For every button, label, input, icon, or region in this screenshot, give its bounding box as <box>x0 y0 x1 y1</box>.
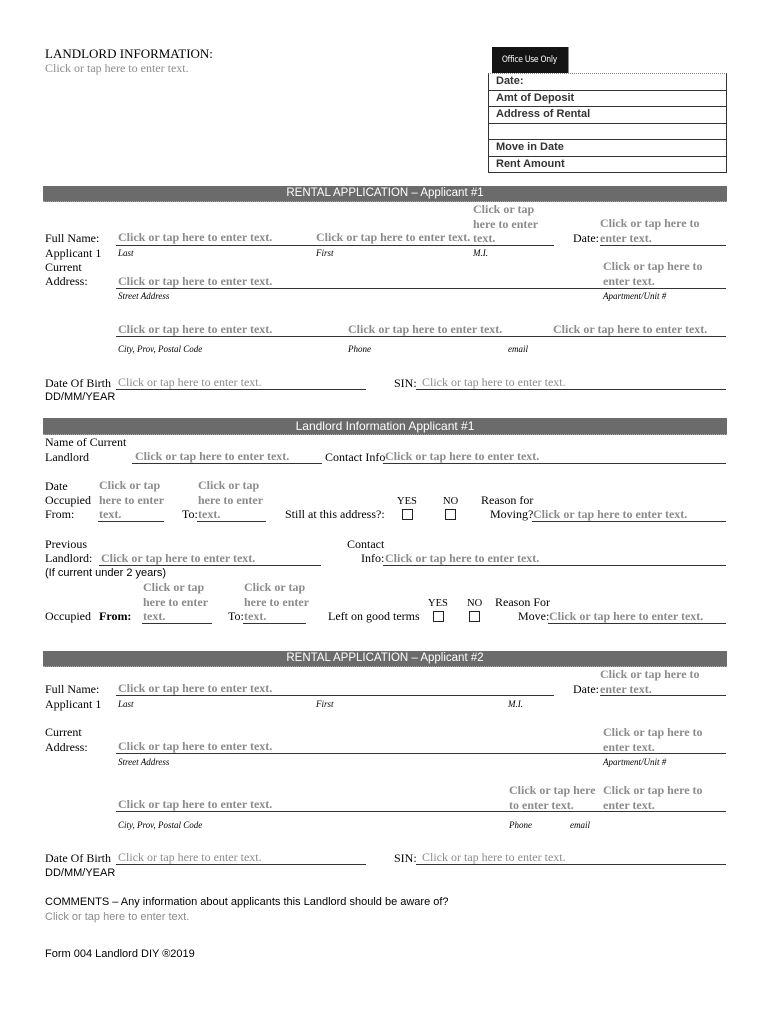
prev-contact-label-2: Info: <box>361 551 385 565</box>
reason-for-move-label: Reason For <box>495 595 550 609</box>
current-landlord-underline <box>132 463 322 464</box>
dob-format: DD/MM/YEAR <box>45 391 116 403</box>
contact-info-field[interactable]: Click or tap here to enter text. <box>385 449 540 463</box>
dob-label: Date Of Birth <box>45 376 111 390</box>
applicant-label: Applicant 1 <box>45 246 102 260</box>
a2-date-field[interactable]: Click or tap here to enter text. <box>600 667 700 696</box>
street-address-field[interactable]: Click or tap here to enter text. <box>118 274 273 288</box>
reason-move-underline <box>548 623 726 624</box>
a2-caption-email: email <box>570 820 590 830</box>
a2-email-field[interactable]: Click or tap here to enter text. <box>603 783 703 812</box>
office-row-deposit[interactable]: Amt of Deposit <box>489 91 726 108</box>
city-field[interactable]: Click or tap here to enter text. <box>118 322 273 336</box>
a2-address-label: Address: <box>45 740 88 754</box>
dob-underline <box>116 389 366 390</box>
section-header-landlord-1: Landlord Information Applicant #1 <box>43 418 727 435</box>
prev-contact-label-1: Contact <box>347 537 385 551</box>
a2-sin-label: SIN: <box>394 851 417 865</box>
section-header-applicant-1: RENTAL APPLICATION – Applicant #1 <box>43 186 727 202</box>
landlord-information-title: LANDLORD INFORMATION: <box>45 46 213 61</box>
previous-landlord-label-2: Landlord: <box>45 551 93 565</box>
a2-street-field[interactable]: Click or tap here to enter text. <box>118 739 273 753</box>
address-label: Address: <box>45 274 88 288</box>
a2-date-label: Date: <box>573 682 599 696</box>
caption-email: email <box>508 344 528 354</box>
prev-contact-underline <box>383 565 726 566</box>
prev-from-field[interactable]: Click or tap here to enter text. <box>143 580 208 623</box>
sin-label: SIN: <box>394 376 417 390</box>
no-label: NO <box>443 496 459 507</box>
current-landlord-label-2: Landlord <box>45 450 89 464</box>
occupied-from-field[interactable]: Click or tap here to enter text. <box>99 478 164 521</box>
occupied-label: Occupied <box>45 609 91 623</box>
a2-dob-label: Date Of Birth <box>45 851 111 865</box>
caption-phone: Phone <box>348 344 371 354</box>
yes-label: YES <box>397 496 417 507</box>
date-label: Date: <box>573 231 599 245</box>
a2-sin-field[interactable]: Click or tap here to enter text. <box>422 850 566 864</box>
caption-mi: M.I. <box>473 248 488 258</box>
from-label: From: <box>99 609 132 623</box>
caption-city: City, Prov, Postal Code <box>118 344 203 354</box>
prev-contact-field[interactable]: Click or tap here to enter text. <box>385 551 540 565</box>
reason-move-field[interactable]: Click or tap here to enter text. <box>549 609 704 623</box>
occupied-to-field[interactable]: Click or tap here to enter text. <box>198 478 263 521</box>
middle-initial-field[interactable]: Click or tap here to enter text. <box>473 202 538 245</box>
a2-caption-mi: M.I. <box>508 699 523 709</box>
a2-dob-field[interactable]: Click or tap here to enter text. <box>118 850 262 864</box>
name-underline <box>116 245 554 246</box>
office-row-move-in[interactable]: Move in Date <box>489 140 726 157</box>
prev-from-underline <box>142 623 212 624</box>
current-landlord-field[interactable]: Click or tap here to enter text. <box>135 449 290 463</box>
email-field[interactable]: Click or tap here to enter text. <box>553 322 708 336</box>
apartment-field[interactable]: Click or tap here to enter text. <box>603 259 703 288</box>
a2-phone-field[interactable]: Click or tap here to enter text. <box>509 783 596 812</box>
to-label: To: <box>182 507 198 521</box>
prev-to-label: To: <box>228 609 244 623</box>
good-terms-yes-checkbox[interactable] <box>433 611 444 622</box>
prev-yes-label: YES <box>428 598 448 609</box>
a2-current-label: Current <box>45 725 82 739</box>
previous-landlord-note: (If current under 2 years) <box>45 567 167 579</box>
previous-landlord-field[interactable]: Click or tap here to enter text. <box>101 551 256 565</box>
previous-landlord-label-1: Previous <box>45 537 87 551</box>
comments-label: COMMENTS – Any information about applicants this Landlord should be aware of? <box>45 896 449 908</box>
reason-for-label: Reason for <box>481 493 534 507</box>
a2-dob-underline <box>116 864 366 865</box>
comments-field[interactable]: Click or tap here to enter text. <box>45 911 190 923</box>
a2-caption-city: City, Prov, Postal Code <box>118 820 203 830</box>
date-occupied-label-3: From: <box>45 507 75 521</box>
a2-city-underline <box>116 811 726 812</box>
a2-applicant-label: Applicant 1 <box>45 697 102 711</box>
date-occupied-label-2: Occupied <box>45 493 91 507</box>
a2-dob-format: DD/MM/YEAR <box>45 867 116 879</box>
good-terms-no-checkbox[interactable] <box>469 611 480 622</box>
office-row-rent[interactable]: Rent Amount <box>496 157 565 170</box>
a2-caption-phone: Phone <box>509 820 532 830</box>
caption-first: First <box>316 248 334 258</box>
prev-no-label: NO <box>467 598 483 609</box>
prev-to-underline <box>243 623 306 624</box>
contact-info-label: Contact Info <box>325 450 386 464</box>
first-name-field[interactable]: Click or tap here to enter text. <box>316 230 471 244</box>
office-use-table <box>488 73 727 173</box>
still-at-address-label: Still at this address?: <box>285 507 385 521</box>
move-label: Move: <box>518 609 550 623</box>
sin-field[interactable]: Click or tap here to enter text. <box>422 375 566 389</box>
a2-full-name-label: Full Name: <box>45 682 100 696</box>
form-footer: Form 004 Landlord DIY ®2019 <box>45 948 195 960</box>
reason-moving-field[interactable]: Click or tap here to enter text. <box>533 507 688 521</box>
reason-moving-underline <box>532 521 726 522</box>
address-underline <box>116 288 726 289</box>
occupied-from-underline <box>98 521 164 522</box>
city-underline <box>116 336 726 337</box>
full-name-label: Full Name: <box>45 231 100 245</box>
last-name-field[interactable]: Click or tap here to enter text. <box>118 230 273 244</box>
a2-name-field[interactable]: Click or tap here to enter text. <box>118 681 273 695</box>
a2-sin-underline <box>416 864 726 865</box>
occupied-to-underline <box>197 521 266 522</box>
office-use-header: Office Use Only <box>492 47 569 73</box>
landlord-information-field[interactable]: Click or tap here to enter text. <box>45 61 189 75</box>
prev-to-field[interactable]: Click or tap here to enter text. <box>244 580 309 623</box>
a2-caption-apt: Apartment/Unit # <box>603 757 667 767</box>
a2-address-underline <box>116 753 726 754</box>
office-row-date[interactable]: Date: <box>489 74 726 91</box>
a2-caption-last: Last <box>118 699 134 709</box>
dob-field[interactable]: Click or tap here to enter text. <box>118 375 262 389</box>
still-yes-checkbox[interactable] <box>402 509 413 520</box>
phone-field[interactable]: Click or tap here to enter text. <box>348 322 503 336</box>
current-landlord-label-1: Name of Current <box>45 435 127 449</box>
a2-apartment-field[interactable]: Click or tap here to enter text. <box>603 725 703 754</box>
a2-caption-street: Street Address <box>118 757 170 767</box>
date-occupied-label-1: Date <box>45 479 68 493</box>
good-terms-label: Left on good terms <box>328 609 420 623</box>
caption-apt: Apartment/Unit # <box>603 291 667 301</box>
date-underline <box>600 245 726 246</box>
office-row-address[interactable]: Address of Rental <box>489 107 726 124</box>
current-label: Current <box>45 260 82 274</box>
sin-underline <box>416 389 726 390</box>
a2-caption-first: First <box>316 699 334 709</box>
date-field[interactable]: Click or tap here to enter text. <box>600 216 700 245</box>
still-no-checkbox[interactable] <box>445 509 456 520</box>
contact-info-underline <box>383 463 726 464</box>
a2-date-underline <box>600 695 726 696</box>
a2-city-field[interactable]: Click or tap here to enter text. <box>118 797 273 811</box>
caption-street: Street Address <box>118 291 170 301</box>
caption-last: Last <box>118 248 134 258</box>
section-header-applicant-2: RENTAL APPLICATION – Applicant #2 <box>43 651 727 667</box>
moving-label: Moving? <box>490 507 534 521</box>
a2-name-underline <box>116 695 554 696</box>
office-row-blank[interactable] <box>489 124 726 141</box>
